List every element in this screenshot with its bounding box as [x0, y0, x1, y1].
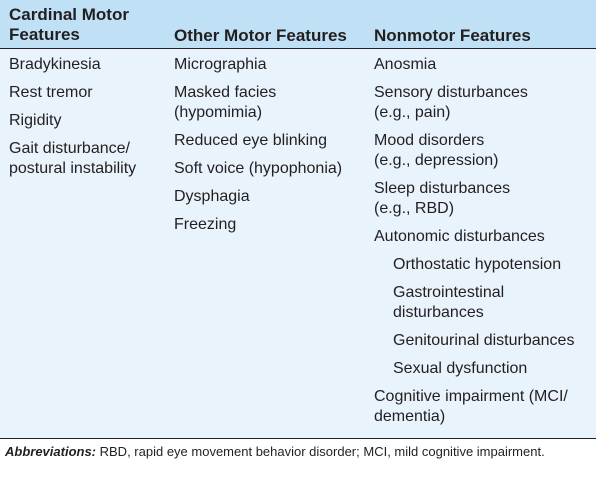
list-item: Anosmia [374, 56, 437, 73]
list-item-sub: Orthostatic hypotension [393, 256, 562, 273]
list-item: Sleep disturbances (e.g., RBD) [374, 180, 511, 217]
column-nonmotor [374, 55, 594, 435]
list-item: Bradykinesia [9, 56, 101, 73]
list-item-sub: Gastrointestinal disturbances [393, 284, 505, 321]
list-item: Cognitive impairment (MCI/ dementia) [374, 388, 568, 425]
list-item: Reduced eye blinking [174, 132, 327, 149]
table-header-row [0, 0, 596, 49]
list-item-sub: Genitourinal disturbances [393, 332, 575, 349]
abbreviations-footnote [5, 443, 591, 461]
header-cardinal-motor: Cardinal Motor Features [9, 5, 129, 44]
list-item: Micrographia [174, 56, 267, 73]
list-item: Autonomic disturbances [374, 228, 545, 245]
footer-divider [0, 438, 596, 439]
list-item: Sensory disturbances (e.g., pain) [374, 84, 528, 121]
list-item: Mood disorders (e.g., depression) [374, 132, 499, 169]
list-item: Freezing [174, 216, 237, 233]
list-item-sub: Sexual dysfunction [393, 360, 528, 377]
column-other-motor [174, 55, 369, 243]
list-item: Gait disturbance/ postural instability [9, 140, 137, 177]
header-nonmotor: Nonmotor Features [374, 26, 531, 45]
list-item: Dysphagia [174, 188, 250, 205]
list-item: Soft voice (hypophonia) [174, 160, 343, 177]
list-item: Rigidity [9, 112, 62, 129]
footnote-text: RBD, rapid eye movement behavior disorder; MCI, mild cognitive impairment. [96, 444, 545, 459]
header-other-motor: Other Motor Features [174, 26, 347, 45]
footnote-label: Abbreviations: [5, 444, 97, 459]
list-item: Masked facies (hypomimia) [174, 84, 277, 121]
column-cardinal-motor [9, 55, 169, 187]
list-item: Rest tremor [9, 84, 93, 101]
